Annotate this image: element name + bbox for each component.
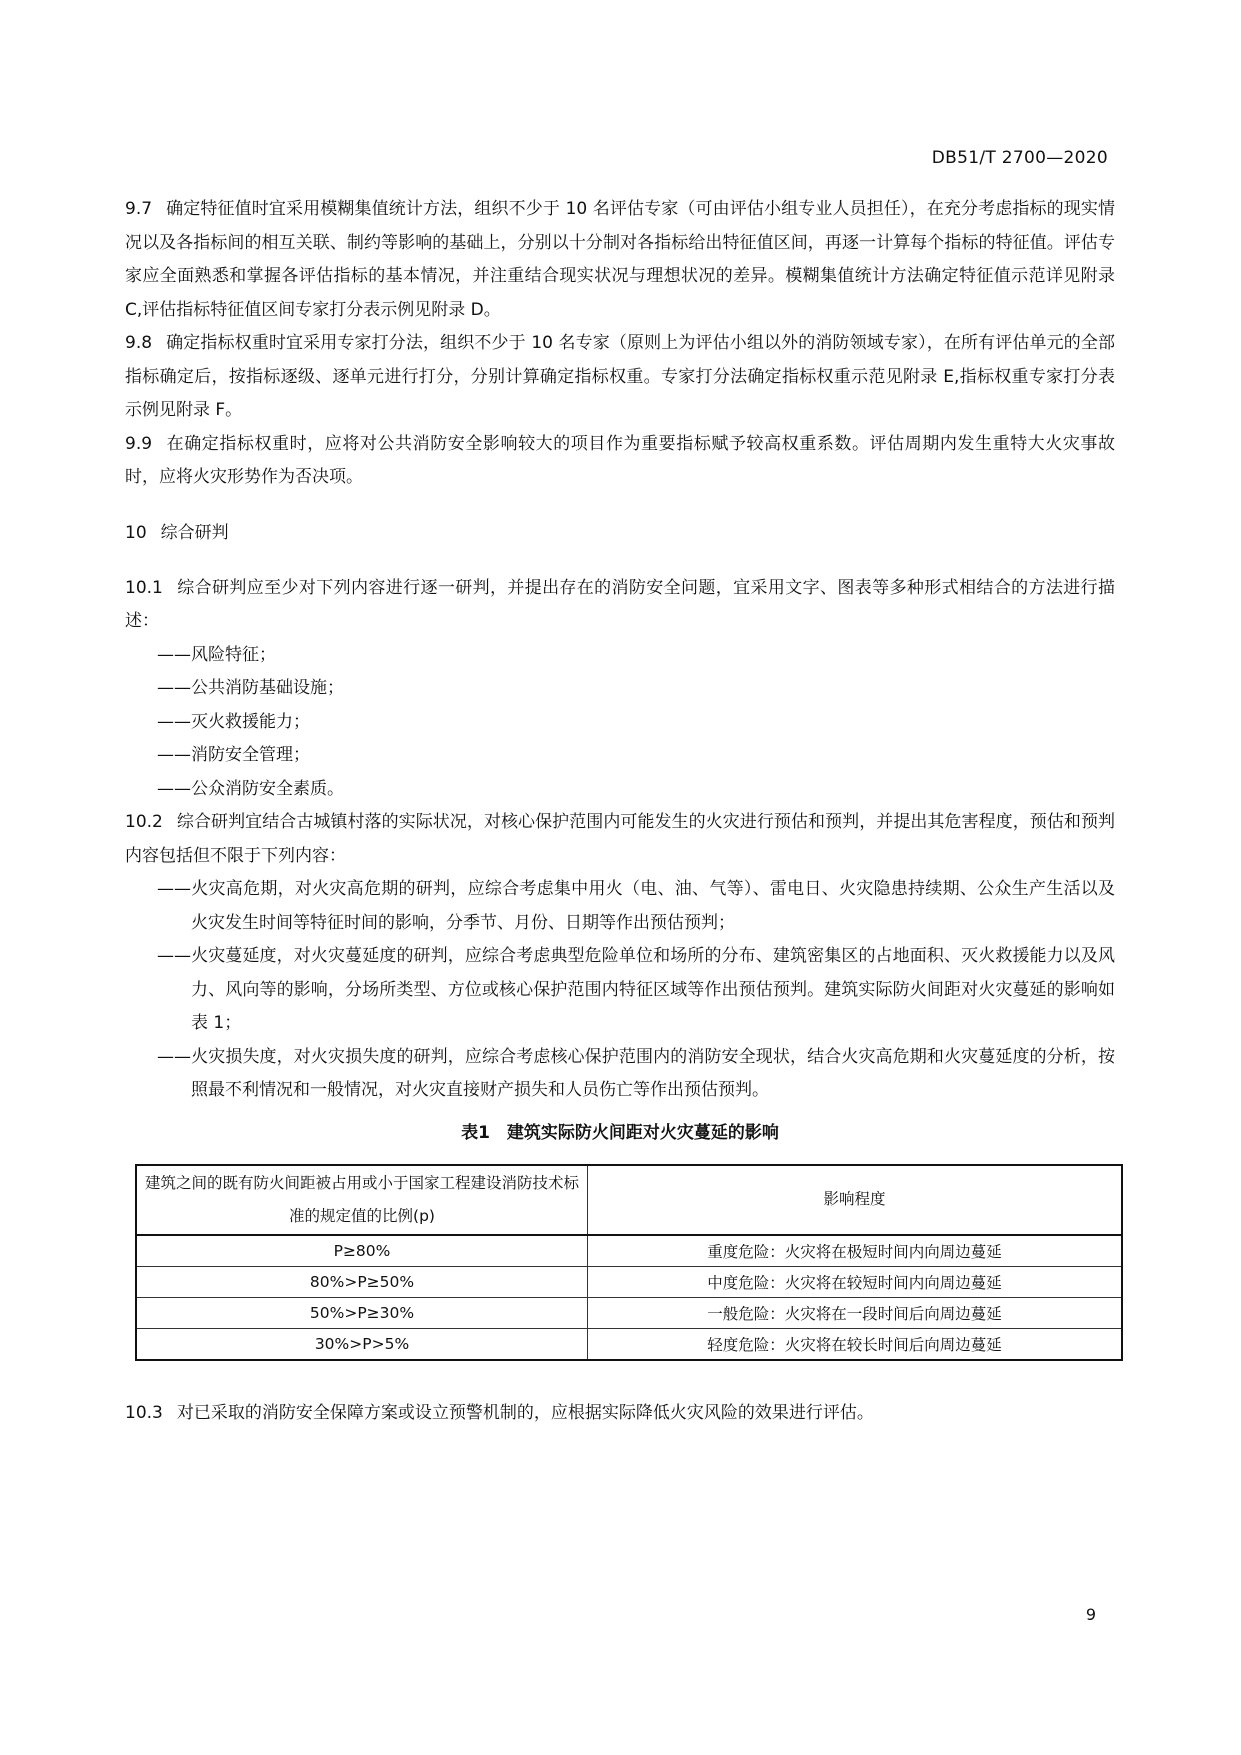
clause-number: 10.1 bbox=[125, 577, 163, 598]
clause-9-9 bbox=[125, 428, 1115, 495]
clause-number: 9.9 bbox=[125, 433, 153, 454]
list-item: ——火灾损失度，对火灾损失度的研判，应综合考虑核心保护范围内的消防安全现状，结合火灾高危期和火灾蔓延度的分析，按照最不利情况和一般情况，对火灾直接财产损失和人员伤亡等作出预估预判。 bbox=[157, 1046, 1115, 1100]
clause-10-3 bbox=[125, 1397, 1115, 1431]
table-header-cell: 建筑之间的既有防火间距被占用或小于国家工程建设消防技术标准的规定值的比例(p) bbox=[136, 1165, 588, 1235]
clause-text: 综合研判宜结合古城镇村落的实际状况，对核心保护范围内可能发生的火灾进行预估和预判，并提出其危害程度，预估和预判内容包括但不限于下列内容： bbox=[125, 812, 1115, 866]
table-title: 表1 建筑实际防火间距对火灾蔓延的影响 bbox=[461, 1122, 779, 1143]
page-number: 9 bbox=[1085, 1605, 1096, 1624]
clause-number: 9.8 bbox=[125, 333, 153, 353]
table-header-cell: 影响程度 bbox=[588, 1165, 1123, 1235]
list-item: ——消防安全管理； bbox=[157, 745, 310, 765]
table-cell: 一般危险：火灾将在一段时间后向周边蔓延 bbox=[588, 1297, 1123, 1328]
clause-number: 9.7 bbox=[125, 199, 153, 219]
table-row bbox=[136, 1328, 1122, 1360]
clause-text: 综合研判应至少对下列内容进行逐一研判，并提出存在的消防安全问题，宜采用文字、图表等多种形式相结合的方法进行描述： bbox=[125, 577, 1115, 631]
section-number: 10 bbox=[125, 522, 147, 543]
table-cell: 中度危险：火灾将在较短时间内向周边蔓延 bbox=[588, 1266, 1123, 1297]
list-item: ——公共消防基础设施； bbox=[157, 678, 344, 698]
clause-text: 在确定指标权重时，应将对公共消防安全影响较大的项目作为重要指标赋予较高权重系数。评估周期内发生重特大火灾事故时，应将火灾形势作为否决项。 bbox=[125, 433, 1115, 487]
clause-9-8 bbox=[125, 327, 1115, 428]
table-cell: 50%>P≥30% bbox=[136, 1297, 588, 1328]
clause-text: 对已采取的消防安全保障方案或设立预警机制的，应根据实际降低火灾风险的效果进行评估。 bbox=[176, 1402, 874, 1423]
table-row bbox=[136, 1235, 1122, 1267]
list-item: ——火灾高危期，对火灾高危期的研判，应综合考虑集中用火（电、油、气等）、雷电日、火灾隐患持续期、公众生产生活以及火灾发生时间等特征时间的影响，分季节、月份、日期等作出预估预判； bbox=[157, 879, 1115, 933]
table-cell: 重度危险：火灾将在极短时间内向周边蔓延 bbox=[588, 1235, 1123, 1267]
table-row bbox=[136, 1297, 1122, 1328]
list-item: ——风险特征； bbox=[157, 644, 276, 665]
table-cell: 轻度危险：火灾将在较长时间后向周边蔓延 bbox=[588, 1328, 1123, 1360]
clause-10-2 bbox=[125, 806, 1115, 873]
table-cell: 80%>P≥50% bbox=[136, 1266, 588, 1297]
clause-text: 确定指标权重时宜采用专家打分法，组织不少于 10 名专家（原则上为评估小组以外的消防领域专家），在所有评估单元的全部指标确定后，按指标逐级、逐单元进行打分，分别计算确定指标权重。专家打分法确定指标权重示范见附录 E,指标权重专家打分表示例见附录 F。 bbox=[125, 333, 1115, 420]
table-header-row bbox=[136, 1165, 1122, 1235]
document-code: DB51/T 2700—2020 bbox=[931, 148, 1108, 168]
table-row bbox=[136, 1266, 1122, 1297]
clause-text: 确定特征值时宜采用模糊集值统计方法，组织不少于 10 名评估专家（可由评估小组专业人员担任），在充分考虑指标的现实情况以及各指标间的相互关联、制约等影响的基础上，分别以十分制对各指标给出特征值区间，再逐一计算每个指标的特征值。评估专家应全面熟悉和掌握各评估指标的基本情况，并注重结合现实状况与理想状况的差异。模糊集值统计方法确定特征值示范详见附录 C,评估指标特征值区间专家打分表示例见附录 D。 bbox=[125, 199, 1115, 320]
fire-spread-table bbox=[135, 1164, 1123, 1361]
clause-number: 10.2 bbox=[125, 812, 163, 832]
list-item: ——公众消防安全素质。 bbox=[157, 778, 344, 799]
clause-number: 10.3 bbox=[125, 1402, 163, 1423]
section-heading bbox=[125, 517, 1115, 550]
clause-10-1 bbox=[125, 572, 1115, 639]
list-item: ——火灾蔓延度，对火灾蔓延度的研判，应综合考虑典型危险单位和场所的分布、建筑密集区的占地面积、灭火救援能力以及风力、风向等的影响，分场所类型、方位或核心保护范围内特征区域等作出预估预判。建筑实际防火间距对火灾蔓延的影响如表 1； bbox=[157, 946, 1115, 1033]
page-content bbox=[125, 193, 1115, 1430]
clause-9-7 bbox=[125, 193, 1115, 327]
section-title: 综合研判 bbox=[160, 522, 229, 543]
table-cell: P≥80% bbox=[136, 1235, 588, 1267]
list-item: ——灭火救援能力； bbox=[157, 711, 310, 732]
table-cell: 30%>P>5% bbox=[136, 1328, 588, 1360]
